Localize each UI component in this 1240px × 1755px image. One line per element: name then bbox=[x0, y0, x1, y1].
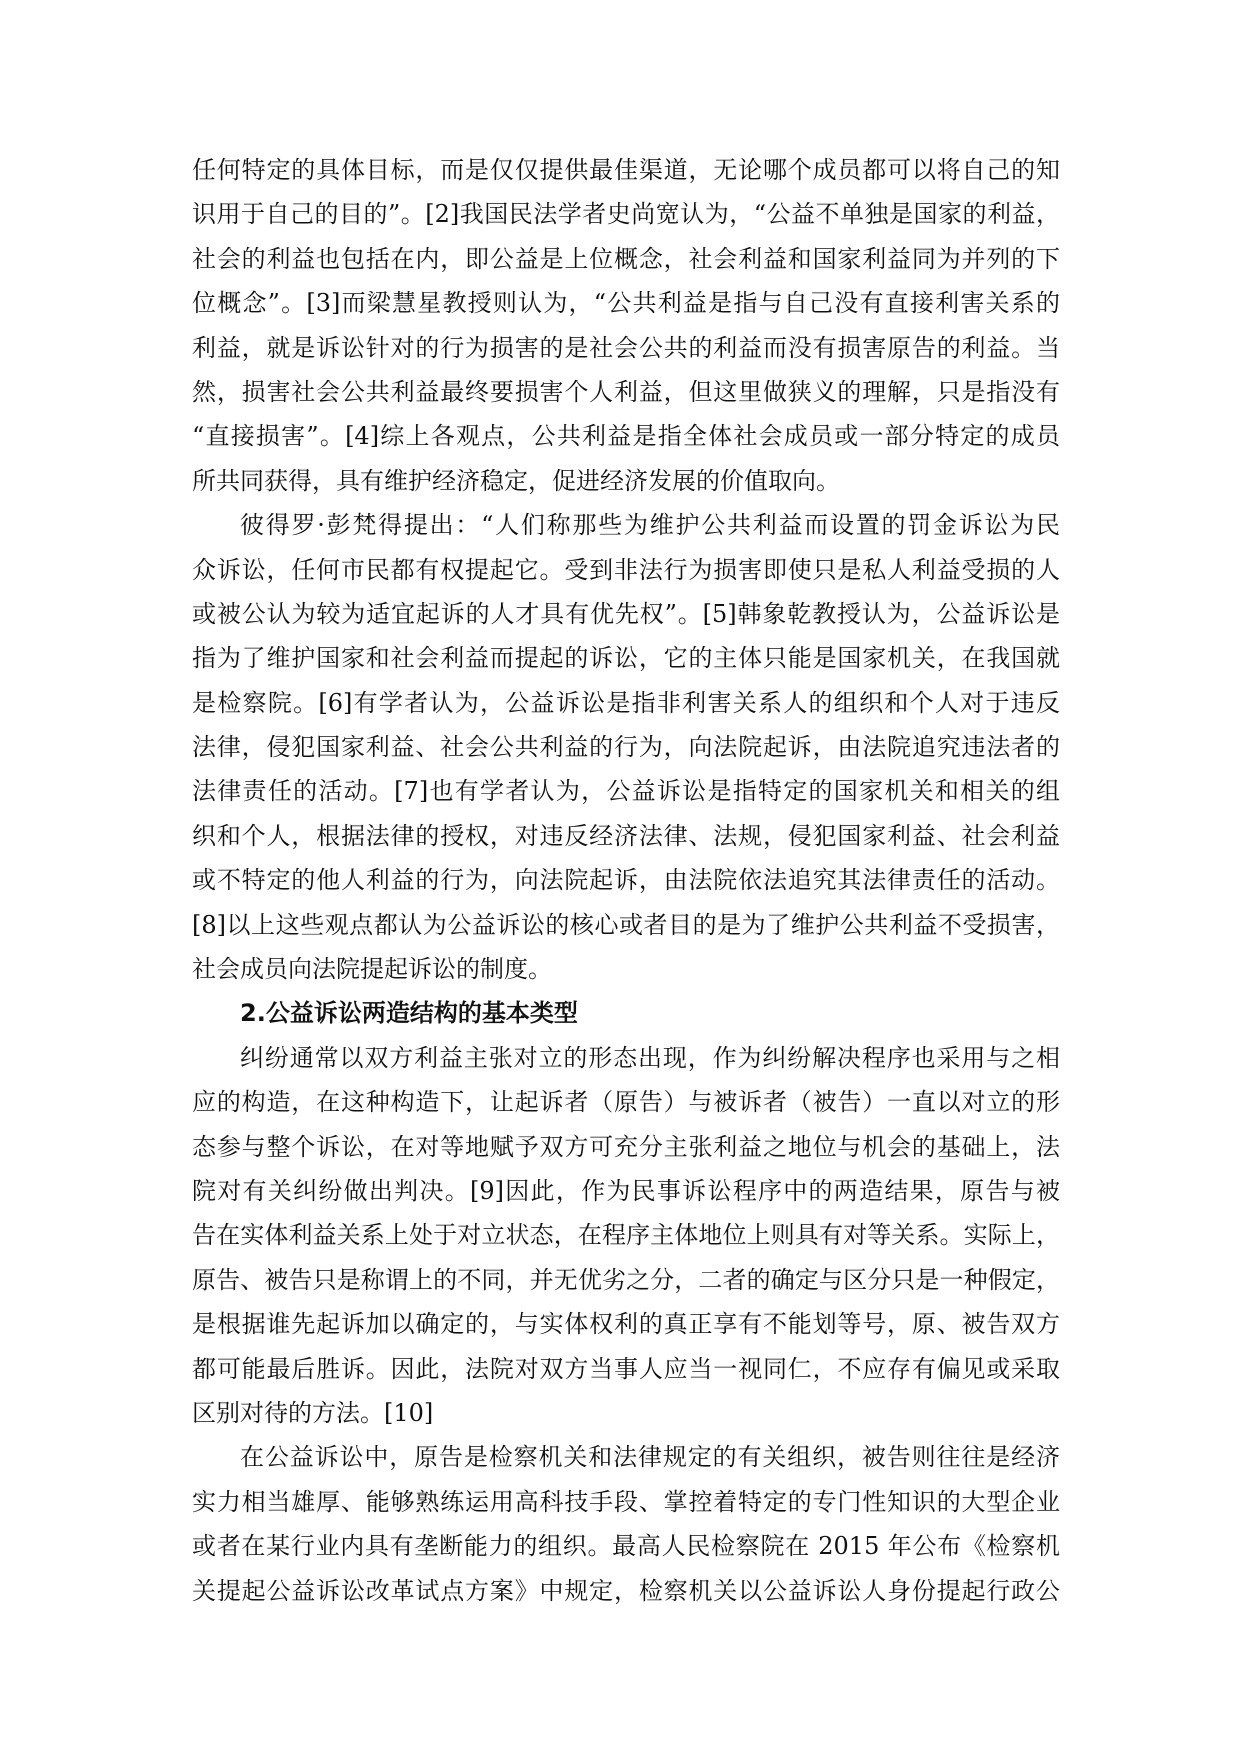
text-line: 院对有关纠纷做出判决。[9]因此，作为民事诉讼程序中的两造结果，原告与被 bbox=[192, 1176, 1060, 1205]
text-line: [8]以上这些观点都认为公益诉讼的核心或者目的是为了维护公共利益不受损害， bbox=[192, 910, 1060, 939]
text-line: 告在实体利益关系上处于对立状态，在程序主体地位上则具有对等关系。实际上， bbox=[192, 1221, 1060, 1250]
text-line: 位概念”。[3]而梁慧星教授则认为，“公共利益是指与自己没有直接利害关系的 bbox=[192, 289, 1060, 318]
text-line: 或不特定的他人利益的行为，向法院起诉，由法院依法追究其法律责任的活动。 bbox=[192, 866, 1060, 895]
section-heading: 2.公益诉讼两造结构的基本类型 bbox=[240, 999, 578, 1028]
text-line: 所共同获得，具有维护经济稳定，促进经济发展的价值取向。 bbox=[192, 466, 840, 495]
text-line: 指为了维护国家和社会利益而提起的诉讼，它的主体只能是国家机关，在我国就 bbox=[192, 644, 1060, 673]
text-line: 织和个人，根据法律的授权，对违反经济法律、法规，侵犯国家利益、社会利益 bbox=[192, 821, 1060, 850]
text-line: 彼得罗·彭梵得提出：“人们称那些为维护公共利益而设置的罚金诉讼为民 bbox=[240, 511, 1060, 540]
text-line: 或者在某行业内具有垄断能力的组织。最高人民检察院在 2015 年公布《检察机 bbox=[192, 1532, 1060, 1561]
text-line: 然，损害社会公共利益最终要损害个人利益，但这里做狭义的理解，只是指没有 bbox=[192, 377, 1060, 406]
text-line: 关提起公益诉讼改革试点方案》中规定，检察机关以公益诉讼人身份提起行政公 bbox=[192, 1576, 1060, 1605]
text-line: 是根据谁先起诉加以确定的，与实体权利的真正享有不能划等号，原、被告双方 bbox=[192, 1310, 1060, 1339]
text-line: 利益，就是诉讼针对的行为损害的是社会公共的利益而没有损害原告的利益。当 bbox=[192, 333, 1060, 362]
text-line: 在公益诉讼中，原告是检察机关和法律规定的有关组织，被告则往往是经济 bbox=[240, 1443, 1060, 1472]
text-line: 区别对待的方法。[10] bbox=[192, 1398, 434, 1427]
text-line: 社会的利益也包括在内，即公益是上位概念，社会利益和国家利益同为并列的下 bbox=[192, 244, 1060, 273]
text-line: 应的构造，在这种构造下，让起诉者（原告）与被诉者（被告）一直以对立的形 bbox=[192, 1088, 1060, 1117]
text-line: 众诉讼，任何市民都有权提起它。受到非法行为损害即使只是私人利益受损的人 bbox=[192, 555, 1060, 584]
text-line: “直接损害”。[4]综上各观点，公共利益是指全体社会成员或一部分特定的成员 bbox=[192, 422, 1060, 451]
text-line: 实力相当雄厚、能够熟练运用高科技手段、掌控着特定的专门性知识的大型企业 bbox=[192, 1487, 1060, 1516]
text-line: 或被公认为较为适宜起诉的人才具有优先权”。[5]韩象乾教授认为，公益诉讼是 bbox=[192, 599, 1060, 628]
text-line: 任何特定的具体目标，而是仅仅提供最佳渠道，无论哪个成员都可以将自己的知 bbox=[192, 156, 1060, 184]
text-line: 法律，侵犯国家利益、社会公共利益的行为，向法院起诉，由法院追究违法者的 bbox=[192, 733, 1060, 762]
text-line: 是检察院。[6]有学者认为，公益诉讼是指非利害关系人的组织和个人对于违反 bbox=[192, 688, 1060, 717]
text-line: 社会成员向法院提起诉讼的制度。 bbox=[192, 955, 552, 984]
text-line: 法律责任的活动。[7]也有学者认为，公益诉讼是指特定的国家机关和相关的组 bbox=[192, 777, 1060, 806]
text-line: 原告、被告只是称谓上的不同，并无优劣之分，二者的确定与区分只是一种假定， bbox=[192, 1265, 1060, 1294]
text-line: 识用于自己的目的”。[2]我国民法学者史尚宽认为，“公益不单独是国家的利益， bbox=[192, 200, 1060, 229]
text-line: 纠纷通常以双方利益主张对立的形态出现，作为纠纷解决程序也采用与之相 bbox=[240, 1043, 1060, 1072]
text-line: 都可能最后胜诉。因此，法院对双方当事人应当一视同仁，不应存有偏见或采取 bbox=[192, 1354, 1060, 1383]
document-body bbox=[192, 148, 1060, 1613]
text-line: 态参与整个诉讼，在对等地赋予双方可充分主张利益之地位与机会的基础上，法 bbox=[192, 1132, 1060, 1161]
